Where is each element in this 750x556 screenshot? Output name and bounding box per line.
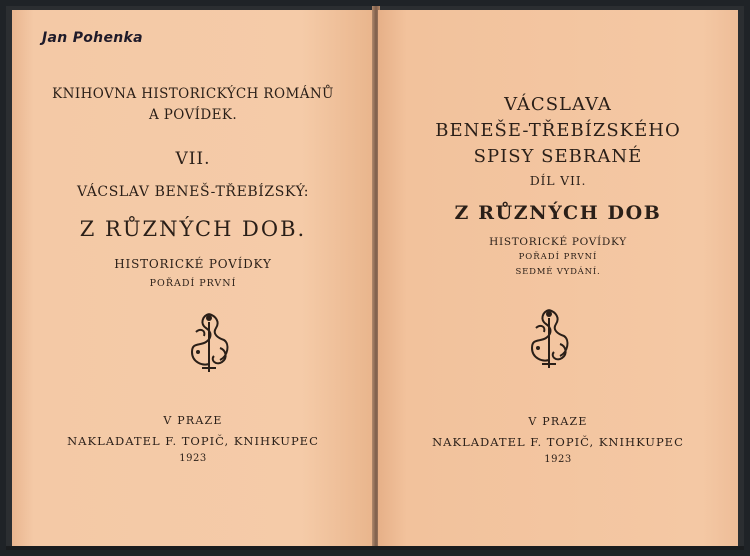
left-page	[12, 10, 374, 546]
author-line2: BENEŠE-TŘEBÍZSKÉHO	[435, 120, 681, 141]
book-subtitle: HISTORICKÉ POVÍDKY	[114, 257, 272, 271]
book-title: Z RŮZNÝCH DOB.	[79, 217, 307, 241]
publisher-name: NAKLADATEL F. TOPIČ, KNIHKUPEC	[432, 435, 684, 449]
publication-year: 1923	[544, 454, 572, 465]
author-name: VÁCSLAV BENEŠ-TŘEBÍZSKÝ:	[76, 184, 310, 200]
book-subtitle: HISTORICKÉ POVÍDKY	[489, 236, 627, 248]
publication-place: V PRAZE	[528, 415, 588, 428]
part-number: DÍL VII.	[529, 173, 587, 188]
owner-signature: Jan Pohenka	[42, 30, 143, 46]
collection-title: SPISY SEBRANÉ	[473, 146, 643, 167]
volume-number: VII.	[175, 149, 211, 169]
series-title-line1: KNIHOVNA HISTORICKÝCH ROMÁNŮ	[52, 86, 334, 102]
series-order: POŘADÍ PRVNÍ	[518, 252, 598, 262]
right-page	[378, 10, 738, 546]
publication-year: 1923	[179, 453, 207, 464]
edition-note: SEDMÉ VYDÁNÍ.	[515, 267, 601, 277]
publisher-monogram-icon	[522, 304, 576, 374]
series-title-line2: A POVÍDEK.	[148, 107, 238, 123]
series-order: POŘADÍ PRVNÍ	[149, 278, 237, 289]
open-book	[6, 6, 744, 550]
publication-place: V PRAZE	[163, 414, 223, 427]
author-line1: VÁCSLAVA	[504, 94, 612, 115]
book-title: Z RŮZNÝCH DOB	[454, 202, 662, 224]
publisher-monogram-icon	[182, 308, 236, 378]
book-bottom-edge	[6, 546, 744, 550]
publisher-name: NAKLADATEL F. TOPIČ, KNIHKUPEC	[67, 434, 319, 448]
